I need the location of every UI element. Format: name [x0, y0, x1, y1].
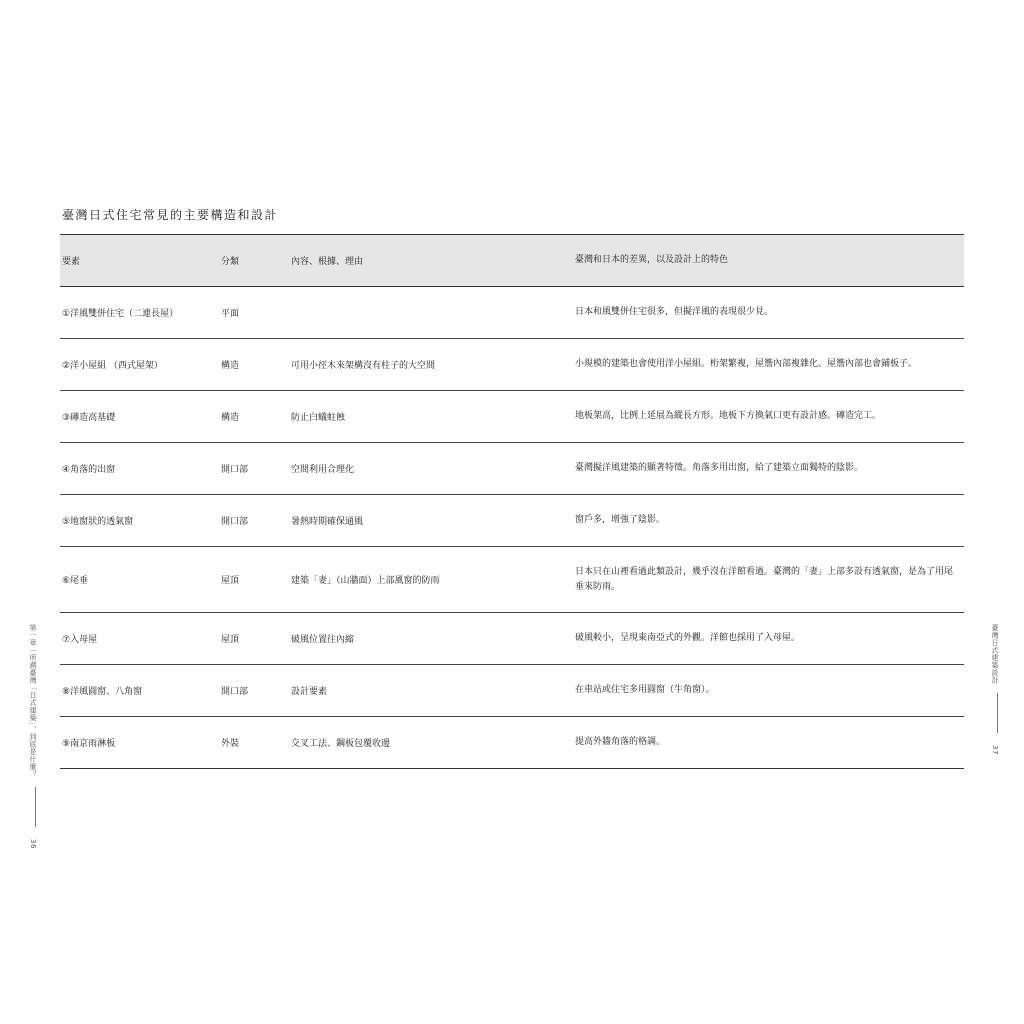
- cell-category: 平面: [221, 309, 240, 319]
- cell-content: 暑熱時期確保通風: [291, 517, 364, 527]
- table-row: [60, 665, 964, 717]
- header-category: 分類: [221, 257, 240, 267]
- cell-difference: 地板架高，比例上延展為縱長方形。地板下方換氣口更有設計感。磚造完工。: [575, 411, 882, 421]
- cell-content: 破風位置往內縮: [291, 635, 355, 645]
- cell-content: 可用小徑木來架構沒有柱子的大空間: [291, 361, 436, 371]
- cell-element: ⑦入母屋: [62, 635, 98, 645]
- structures-table: [60, 234, 964, 769]
- cell-category: 開口部: [221, 517, 249, 527]
- cell-category: 屋頂: [221, 576, 240, 586]
- right-divider: [997, 693, 998, 733]
- right-running-header: [990, 624, 1000, 755]
- cell-element: ①洋風雙併住宅（二連長屋）: [62, 309, 179, 319]
- cell-element: ⑤地窗狀的透氣窗: [62, 517, 134, 527]
- cell-element: ③磚造高基礎: [62, 413, 116, 423]
- cell-category: 開口部: [221, 687, 249, 697]
- cell-element: ⑧洋風圓窗、八角窗: [62, 687, 143, 697]
- table-row: [60, 443, 964, 495]
- table-row: [60, 287, 964, 339]
- table-row: [60, 547, 964, 613]
- table-row: [60, 495, 964, 547]
- header-difference: 臺灣和日本的差異，以及設計上的特色: [575, 255, 729, 265]
- cell-element: ④角落的出窗: [62, 465, 116, 475]
- cell-category: 構造: [221, 413, 240, 423]
- cell-content: 設計要素: [291, 687, 328, 697]
- cell-category: 外裝: [221, 739, 240, 749]
- cell-difference: 小規模的建築也會使用洋小屋組。桁架繁複，屋簷內部複雜化。屋簷內部也會鋪板子。: [575, 359, 918, 369]
- cell-difference: 破風較小，呈現東南亞式的外觀。洋館也採用了入母屋。: [575, 633, 801, 643]
- cell-difference: 日本和風雙併住宅很多，但擬洋風的表現很少見。: [575, 307, 774, 317]
- cell-category: 構造: [221, 361, 240, 371]
- left-divider: [35, 787, 36, 827]
- left-chapter-title: 第一章｜所謂臺灣「日式建築」，到底是什麼？: [29, 624, 37, 778]
- table-row: [60, 613, 964, 665]
- cell-content: 防止白蟻蛀蝕: [291, 413, 346, 423]
- header-content: 內容、根據、理由: [291, 257, 364, 267]
- cell-element: ②洋小屋組 （西式屋架）: [62, 361, 163, 371]
- left-running-header: [28, 624, 38, 849]
- table-row: [60, 717, 964, 769]
- table-row: [60, 391, 964, 443]
- cell-category: 開口部: [221, 465, 249, 475]
- cell-element: ⑥尾垂: [62, 576, 89, 586]
- cell-element: ⑨南京雨淋板: [62, 739, 116, 749]
- cell-content: 空間利用合理化: [291, 465, 355, 475]
- header-element: 要素: [62, 257, 81, 267]
- right-page-number: 37: [991, 745, 999, 756]
- cell-difference: 提高外牆角落的格調。: [575, 737, 666, 747]
- cell-difference: 窗戶多，增強了陰影。: [575, 515, 666, 525]
- left-page-number: 36: [29, 839, 37, 850]
- table-row: [60, 339, 964, 391]
- cell-category: 屋頂: [221, 635, 240, 645]
- cell-content: 建築「妻」（山牆面）上部風窗的防雨: [291, 576, 440, 586]
- cell-difference: 在車站或住宅多用圓窗（牛角窗）。: [575, 685, 715, 695]
- table-header: [60, 234, 964, 287]
- cell-content: 交叉工法、鋼板包覆收邊: [291, 739, 391, 749]
- cell-difference: 日本只在山裡看過此類設計，幾乎沒在洋館看過。臺灣的「妻」上部多設有透氣窗，是為了用尾垂來防雨。: [575, 566, 954, 592]
- right-chapter-title: 臺灣日式建築設計: [991, 624, 999, 684]
- page-title: 臺灣日式住宅常見的主要構造和設計: [62, 208, 279, 222]
- cell-difference: 臺灣擬洋風建築的顯著特徵。角落多用出窗，給了建築立面獨特的陰影。: [575, 463, 864, 473]
